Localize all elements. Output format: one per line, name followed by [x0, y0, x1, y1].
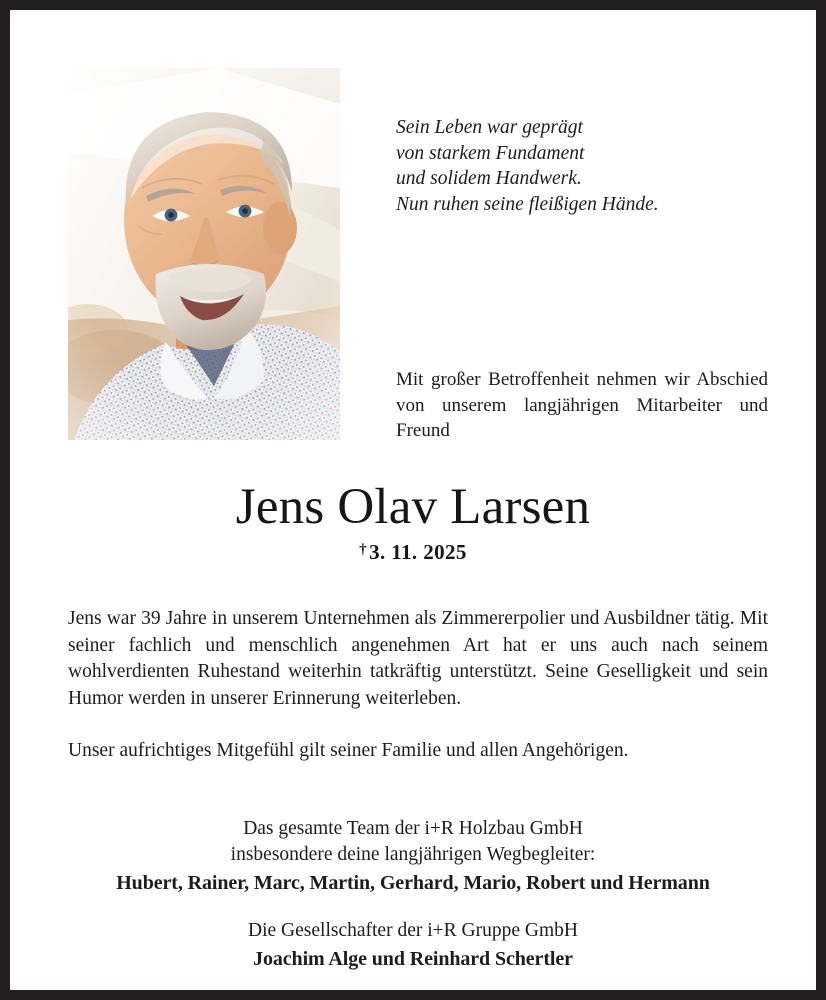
signature-spacer — [10, 898, 816, 918]
obituary-body — [68, 606, 768, 765]
dagger-icon: † — [359, 542, 368, 558]
team-line-2: insbesondere deine langjährigen Wegbegleiter: — [230, 844, 596, 865]
body-paragraph-2: Unser aufrichtiges Mitgefühl gilt seiner Familie und allen Angehörigen. — [68, 740, 629, 761]
colleague-names: Hubert, Rainer, Marc, Martin, Gerhard, Mario, Robert und Hermann — [116, 872, 710, 894]
intro-statement: Mit großer Betroffenheit nehmen wir Abschied von unserem langjährigen Mitarbeiter und Freund — [396, 369, 768, 441]
portrait-photo — [68, 68, 340, 440]
deceased-block — [10, 478, 816, 565]
team-line-1: Das gesamte Team der i+R Holzbau GmbH — [243, 818, 583, 839]
death-date: 3. 11. 2025 — [369, 540, 467, 564]
signature-block — [10, 816, 816, 974]
poem-line-3: und solidem Handwerk. — [396, 168, 582, 189]
poem-line-2: von starkem Fundament — [396, 142, 585, 164]
body-paragraph-1: Jens war 39 Jahre in unserem Unternehmen als Zimmererpolier und Ausbildner tätig. Mit seiner fachlich und menschlich angenehmen Art hat er uns auch nach seinem wohlverdienten Ruhestand weiterhin tatkräftig unterstützt. Seine Geselligkeit und sein Humor werden in unserer Erinnerung weiterleben. — [68, 608, 768, 709]
memorial-poem — [396, 115, 776, 217]
poem-line-1: Sein Leben war geprägt — [396, 117, 583, 138]
death-date-line — [10, 540, 816, 565]
notice-inner — [10, 10, 816, 990]
shareholders-line: Die Gesellschafter der i+R Gruppe GmbH — [248, 920, 578, 941]
shareholder-names: Joachim Alge und Reinhard Schertler — [253, 948, 573, 970]
poem-line-4: Nun ruhen seine fleißigen Hände. — [396, 193, 659, 215]
deceased-name: Jens Olav Larsen — [235, 479, 591, 535]
